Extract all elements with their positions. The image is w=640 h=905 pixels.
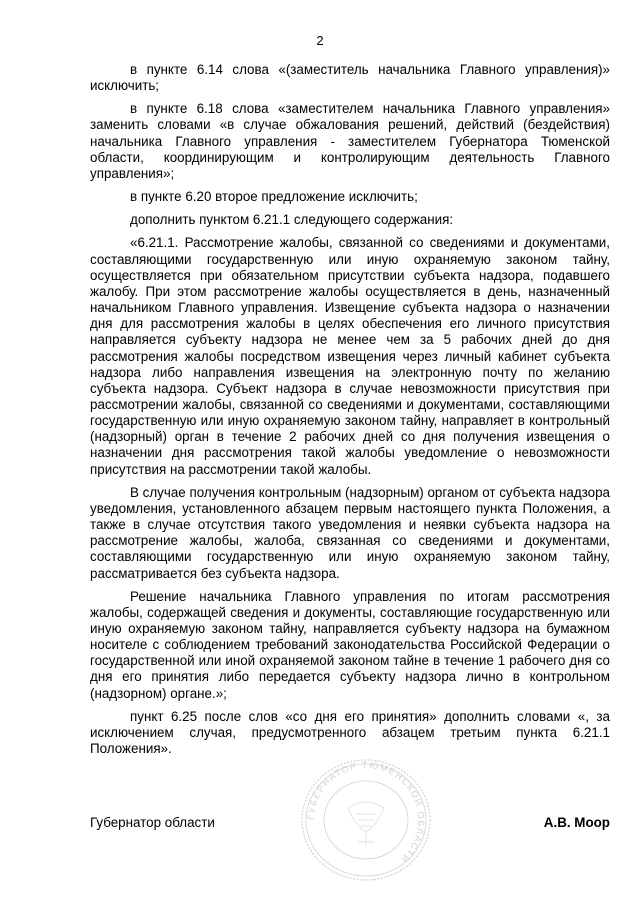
- paragraph-item-6-20: в пункте 6.20 второе предложение исключить;: [130, 189, 418, 205]
- paragraph-item-6-18: в пункте 6.18 слова «заместителем начальника Главного управления» заменить словами «в случае обжалования решений, действий (бездействия) начальника Главного управления - заместителем Губернатора Тюменской области, координирующим и контролирующим деятельность Главного управления»;: [90, 101, 610, 181]
- paragraph-item-6-25: пункт 6.25 после слов «со дня его принятия» дополнить словами «, за исключением случая, предусмотренного абзацем третьим пункта 6.21.1 Положения».: [90, 708, 610, 757]
- paragraph-item-6-14: в пункте 6.14 слова «(заместитель начальника Главного управления)» исключить;: [90, 62, 610, 94]
- svg-text:ГУБЕРНАТОР ТЮМЕНСКОЙ ОБЛАСТИ: [306, 760, 426, 865]
- paragraph-6-21-1-part-2: В случае получения контрольным (надзорным) органом от субъекта надзора уведомления, установленного абзацем первым настоящего пункта Положения, а также в случае отсутствия такого уведомления и неявки субъекта надзора на рассмотрение жалобы, жалоба, связанная со сведениями и документами, составляющими государственную или иную охраняемую законом тайну, рассматривается без субъекта надзора.: [90, 484, 610, 581]
- signatory-name: А.В. Моор: [543, 815, 610, 830]
- signatory-title: Губернатор области: [90, 815, 215, 830]
- paragraph-add-6-21-1: дополнить пунктом 6.21.1 следующего содержания:: [130, 212, 454, 228]
- seal-ring-text: ГУБЕРНАТОР ТЮМЕНСКОЙ ОБЛАСТИ: [305, 759, 427, 866]
- paragraph-6-21-1-part-1: «6.21.1. Рассмотрение жалобы, связанной со сведениями и документами, составляющими государственную или иную охраняемую законом тайну, осуществляется при обязательном присутствии субъекта надзора, подавшего жалобу. При этом рассмотрение жалобы осуществляется в день, назначенный начальником Главного управления. Извещение субъекта надзора о назначении дня для рассмотрения жалобы в целях обеспечения его личного присутствия направляется субъекту надзора не менее чем за 5 рабочих дней до дня рассмотрения жалобы посредством извещения через личный кабинет субъекта надзора либо направления извещения на электронную почту по желанию субъекта надзора. Субъект надзора в случае невозможности присутствия при рассмотрении жалобы, связанной со сведениями и документами, составляющими государственную или иную охраняемую законом тайну, направляет в контрольный (надзорный) орган в течение 2 рабочих дней со дня получения извещения о назначении дня рассмотрения такой жалобы уведомление о невозможности присутствия на рассмотрении такой жалобы.: [90, 235, 610, 477]
- page-number: 2: [316, 33, 324, 48]
- signature-block: [90, 815, 610, 835]
- document-body: [90, 62, 610, 764]
- paragraph-6-21-1-part-3: Решение начальника Главного управления по итогам рассмотрения жалобы, содержащей сведения и документы, составляющие государственную или иную охраняемую законом тайну, направляется субъекту надзора на бумажном носителе с соблюдением требований законодательства Российской Федерации о государственной или иной охраняемой законом тайне в течение 1 рабочего дня со дня его принятия либо передается субъекту надзора лично в контрольном (надзорном) органе.»;: [90, 588, 610, 701]
